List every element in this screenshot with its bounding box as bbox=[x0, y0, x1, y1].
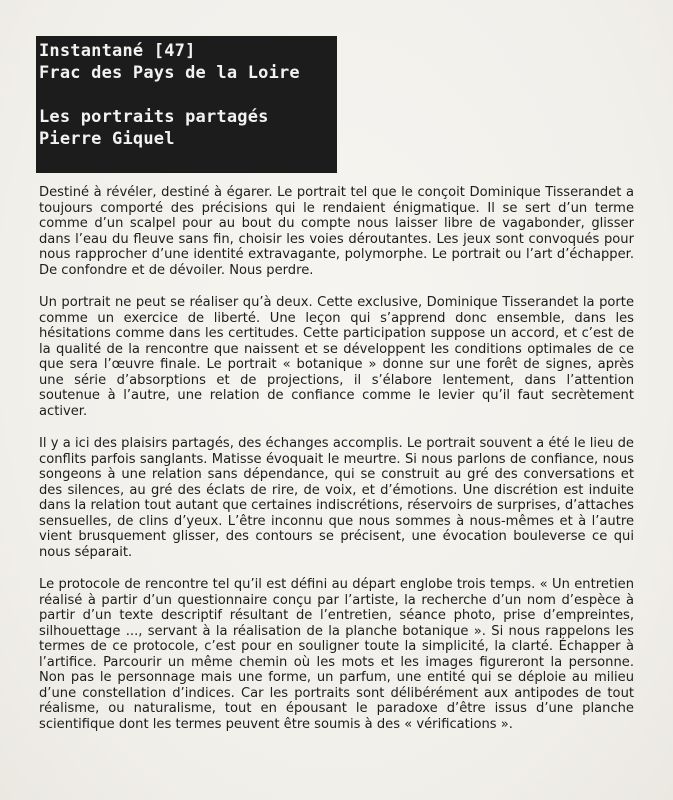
institution-name: Frac des Pays de la Loire bbox=[39, 63, 300, 83]
title-spacer bbox=[39, 84, 337, 106]
paragraph: Il y a ici des plaisirs partagés, des échanges accomplis. Le portrait souvent a été le lieu de conflits parfois sanglants. Matisse évoquait le meurtre. Si nous parlons de confiance, nous songeons à une relation sans dépendance, qui se construit au gré des conversations et des silences, au gré des éclats de rire, de voix, et d’émotions. Une discrétion est induite dans la relation tout autant que certaines indiscrétions, réservoirs de surprises, d’attaches sensuelles, de clins d’yeux. L’être inconnu que nous sommes à nous-mêmes et à l’autre vient brusquement glisser, des contours se précisent, une évocation bouleverse ce qui nous séparait. bbox=[39, 436, 634, 560]
title-block bbox=[36, 36, 337, 173]
paragraph: Un portrait ne peut se réaliser qu’à deux. Cette exclusive, Dominique Tisserandet la porte comme un exercice de liberté. Une leçon qui s’apprend donc ensemble, dans les hésitations comme dans les certitudes. Cette participation suppose un accord, et c’est de la qualité de la rencontre que naissent et se développent les conditions optimales de ce que sera l’œuvre finale. Le portrait « botanique » donne sur une forêt de signes, après une série d’absorptions et de projections, il s’élabore lentement, dans l’attention soutenue à l’autre, une relation de confiance comme le levier qu’il faut secrètement activer. bbox=[39, 295, 634, 419]
article-body bbox=[39, 185, 634, 749]
author-name: Pierre Giquel bbox=[39, 129, 175, 149]
exhibition-title: Les portraits partagés bbox=[39, 107, 269, 127]
paragraph: Destiné à révéler, destiné à égarer. Le portrait tel que le conçoit Dominique Tisserandet a toujours comporté des précisions qui le rendaient énigmatique. Il se sert d’un terme comme d’un scalpel pour au bout du compte nous laisser libre de vagabonder, glisser dans l’eau du fleuve sans fin, choisir les voies déroutantes. Les jeux sont convoqués pour nous rapprocher d’une identité extravagante, polymorphe. Le portrait ou l’art d’échapper. De confondre et de dévoiler. Nous perdre. bbox=[39, 185, 634, 278]
paragraph: Le protocole de rencontre tel qu’il est défini au départ englobe trois temps. « Un entretien réalisé à partir d’un questionnaire conçu par l’artiste, la recherche d’un nom d’espèce à partir d’un texte descriptif résultant de l’entretien, séance photo, prise d’empreintes, silhouettage ..., servant à la réalisation de la planche botanique ». Si nous rappelons les termes de ce protocole, c’est pour en souligner toute la simplicité, la clarté. Échapper à l’artifice. Parcourir un même chemin où les mots et les images figureront la personne. Non pas le personnage mais une forme, un parfum, une entité qui se déploie au milieu d’une constellation d’indices. Car les portraits sont délibérément aux antipodes de tout réalisme, ou naturalisme, tout en épousant le paradoxe d’être issus d’une planche scientifique dont les termes peuvent être soumis à des « vérifications ». bbox=[39, 577, 634, 732]
page-title: Instantané [47] bbox=[39, 41, 196, 61]
